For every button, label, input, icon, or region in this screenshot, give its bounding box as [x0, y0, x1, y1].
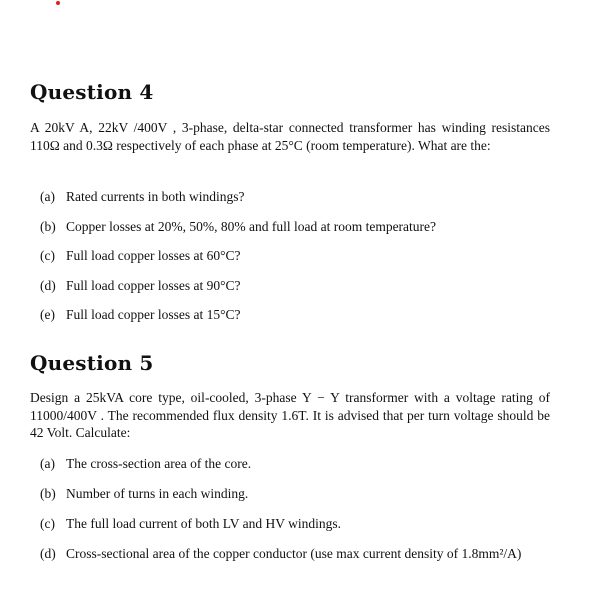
item-label: (d) [40, 546, 56, 561]
item-label: (e) [40, 307, 55, 322]
item-text: The cross-section area of the core. [66, 456, 252, 471]
item-text: Rated currents in both windings? [66, 189, 245, 204]
item-label: (a) [40, 189, 55, 204]
question-4-item-c [40, 247, 550, 265]
item-text: Number of turns in each winding. [66, 486, 249, 501]
item-text: The full load current of both LV and HV windings. [66, 516, 341, 531]
question-5-heading: Question 5 [30, 351, 154, 375]
item-label: (b) [40, 486, 56, 501]
item-label: (b) [40, 219, 56, 234]
item-text: Full load copper losses at 90°C? [66, 278, 241, 293]
item-text: Full load copper losses at 15°C? [66, 307, 241, 322]
question-5-intro: Design a 25kVA core type, oil-cooled, 3-phase Y − Y transformer with a voltage rating of 11000/400V . The recommended flux density 1.6T. It is advised that per turn voltage should be 42 Volt. Calculate: [30, 390, 550, 440]
question-5-item-d [40, 545, 550, 563]
item-label: (c) [40, 248, 55, 263]
question-4-item-e [40, 306, 550, 324]
item-label: (d) [40, 278, 56, 293]
question-4-item-b [40, 218, 550, 236]
item-label: (c) [40, 516, 55, 531]
item-text: Copper losses at 20%, 50%, 80% and full load at room temperature? [66, 219, 437, 234]
question-4-heading: Question 4 [30, 80, 154, 104]
question-4-intro: A 20kV A, 22kV /400V , 3-phase, delta-star connected transformer has winding resistances 110Ω and 0.3Ω respectively of each phase at 25°C (room temperature). What are the: [30, 120, 550, 153]
item-text: Full load copper losses at 60°C? [66, 248, 241, 263]
item-text: Cross-sectional area of the copper conductor (use max current density of 1.8mm²/A) [66, 546, 522, 561]
marker-dot [56, 1, 60, 5]
item-label: (a) [40, 456, 55, 471]
question-5-item-a [40, 455, 550, 473]
question-5-item-b [40, 485, 550, 503]
question-4-item-d [40, 277, 550, 295]
question-4-item-a [40, 188, 550, 206]
question-5-item-c [40, 515, 550, 533]
